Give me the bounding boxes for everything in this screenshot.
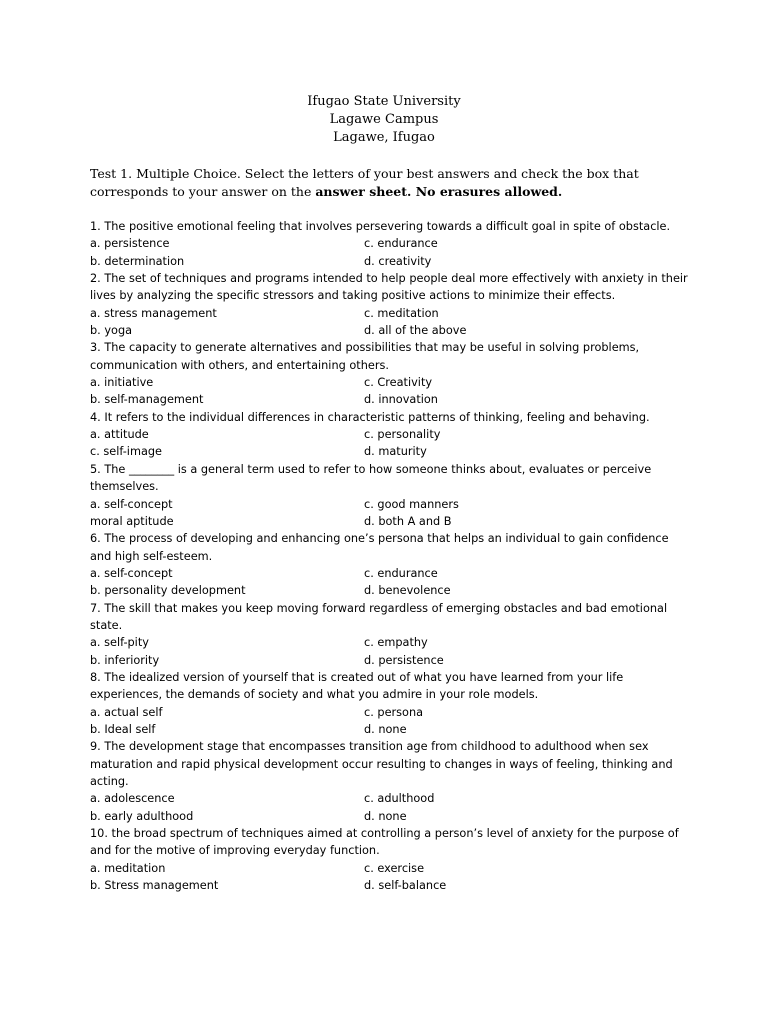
option-b: c. self-image — [90, 445, 162, 459]
question-10 — [90, 825, 690, 894]
option-c: c. exercise — [364, 861, 425, 875]
option-b: b. Stress management — [90, 879, 219, 893]
option-row — [90, 426, 690, 443]
option-d: d. both A and B — [364, 514, 452, 528]
option-a: a. self-concept — [90, 566, 173, 580]
option-row — [90, 790, 690, 807]
option-b: b. early adulthood — [90, 809, 194, 823]
option-row — [90, 443, 690, 460]
option-a: a. adolescence — [90, 792, 175, 806]
option-d: d. self-balance — [364, 879, 447, 893]
question-4 — [90, 409, 690, 461]
option-a: a. meditation — [90, 861, 166, 875]
option-c: c. endurance — [364, 237, 438, 251]
option-a: a. persistence — [90, 237, 170, 251]
campus-name: Lagawe Campus — [329, 112, 439, 127]
option-row — [90, 565, 690, 582]
option-c: c. Creativity — [364, 376, 433, 390]
option-row — [90, 652, 690, 669]
option-row — [90, 513, 690, 530]
option-d: d. innovation — [364, 393, 438, 407]
option-row — [90, 808, 690, 825]
question-text: 8. The idealized version of yourself that is created out of what you have learned from your life experiences, the demands of society and what you admire in your role models. — [90, 670, 624, 702]
university-name: Ifugao State University — [307, 94, 461, 109]
option-b: b. self-management — [90, 393, 204, 407]
option-c: c. good manners — [364, 497, 459, 511]
option-c: c. empathy — [364, 636, 428, 650]
option-d: d. none — [364, 809, 407, 823]
question-5 — [90, 461, 690, 530]
question-list — [90, 218, 690, 894]
question-text: 9. The development stage that encompasses transition age from childhood to adulthood when sex maturation and rapid physical development occur resulting to changes in ways of feeling, thinking and acting. — [90, 740, 673, 788]
option-row — [90, 860, 690, 877]
option-row — [90, 634, 690, 651]
question-text: 7. The skill that makes you keep moving forward regardless of emerging obstacles and bad emotional state. — [90, 601, 668, 632]
instructions-bold: answer sheet. No erasures allowed. — [315, 184, 563, 199]
option-a: a. self-pity — [90, 636, 149, 650]
option-b: b. yoga — [90, 324, 133, 338]
question-9 — [90, 738, 690, 825]
option-row — [90, 322, 690, 339]
option-c: c. personality — [364, 428, 441, 442]
option-row — [90, 704, 690, 721]
question-text: 3. The capacity to generate alternatives and possibilities that may be useful in solving problems, communication with others, and entertaining others. — [90, 341, 640, 372]
option-b: b. determination — [90, 254, 185, 268]
option-c: c. adulthood — [364, 792, 435, 806]
question-6 — [90, 530, 690, 599]
option-row — [90, 877, 690, 894]
option-d: d. benevolence — [364, 584, 451, 598]
campus-location: Lagawe, Ifugao — [333, 130, 435, 145]
option-a: a. attitude — [90, 428, 149, 442]
question-1 — [90, 218, 690, 270]
option-row — [90, 391, 690, 408]
question-text: 4. It refers to the individual differences in characteristic patterns of thinking, feeling and behaving. — [90, 410, 650, 424]
question-3 — [90, 339, 690, 408]
option-row — [90, 374, 690, 391]
option-c: c. meditation — [364, 306, 439, 320]
option-d: d. none — [364, 722, 407, 736]
option-b: b. inferiority — [90, 653, 160, 667]
option-row — [90, 253, 690, 270]
question-text: 2. The set of techniques and programs intended to help people deal more effectively with anxiety in their lives by analyzing the specific stressors and taking positive actions to minimize their effects. — [90, 272, 688, 303]
test-instructions — [90, 165, 690, 201]
option-a: a. stress management — [90, 306, 217, 320]
question-7 — [90, 600, 690, 669]
question-text: 1. The positive emotional feeling that involves persevering towards a difficult goal in spite of obstacle. — [90, 220, 671, 233]
question-8 — [90, 669, 690, 738]
document-header — [0, 93, 768, 147]
instructions-text: Test 1. Multiple Choice. Select the letters of your best answers and check the box that corresponds to your answer on the — [90, 166, 639, 199]
option-d: d. creativity — [364, 254, 432, 268]
question-2 — [90, 270, 690, 339]
option-a: a. initiative — [90, 376, 154, 390]
option-c: c. persona — [364, 705, 424, 719]
option-a: a. actual self — [90, 705, 163, 719]
option-row — [90, 582, 690, 599]
option-row — [90, 305, 690, 322]
option-d: d. persistence — [364, 653, 444, 667]
question-text: 10. the broad spectrum of techniques aimed at controlling a person’s level of anxiety for the purpose of and for the motive of improving everyday function. — [90, 827, 679, 858]
question-text: 6. The process of developing and enhancing one’s persona that helps an individual to gain confidence and high self-esteem. — [90, 532, 669, 563]
option-a: a. self-concept — [90, 497, 173, 511]
option-b: b. Ideal self — [90, 722, 156, 736]
option-c: c. endurance — [364, 566, 438, 580]
option-d: d. all of the above — [364, 324, 467, 338]
option-row — [90, 235, 690, 252]
option-b: b. personality development — [90, 584, 246, 598]
option-row — [90, 721, 690, 738]
option-b: moral aptitude — [90, 514, 174, 528]
option-row — [90, 496, 690, 513]
option-d: d. maturity — [364, 445, 427, 459]
question-text: 5. The ________ is a general term used to refer to how someone thinks about, evaluates or perceive themselves. — [90, 462, 652, 494]
